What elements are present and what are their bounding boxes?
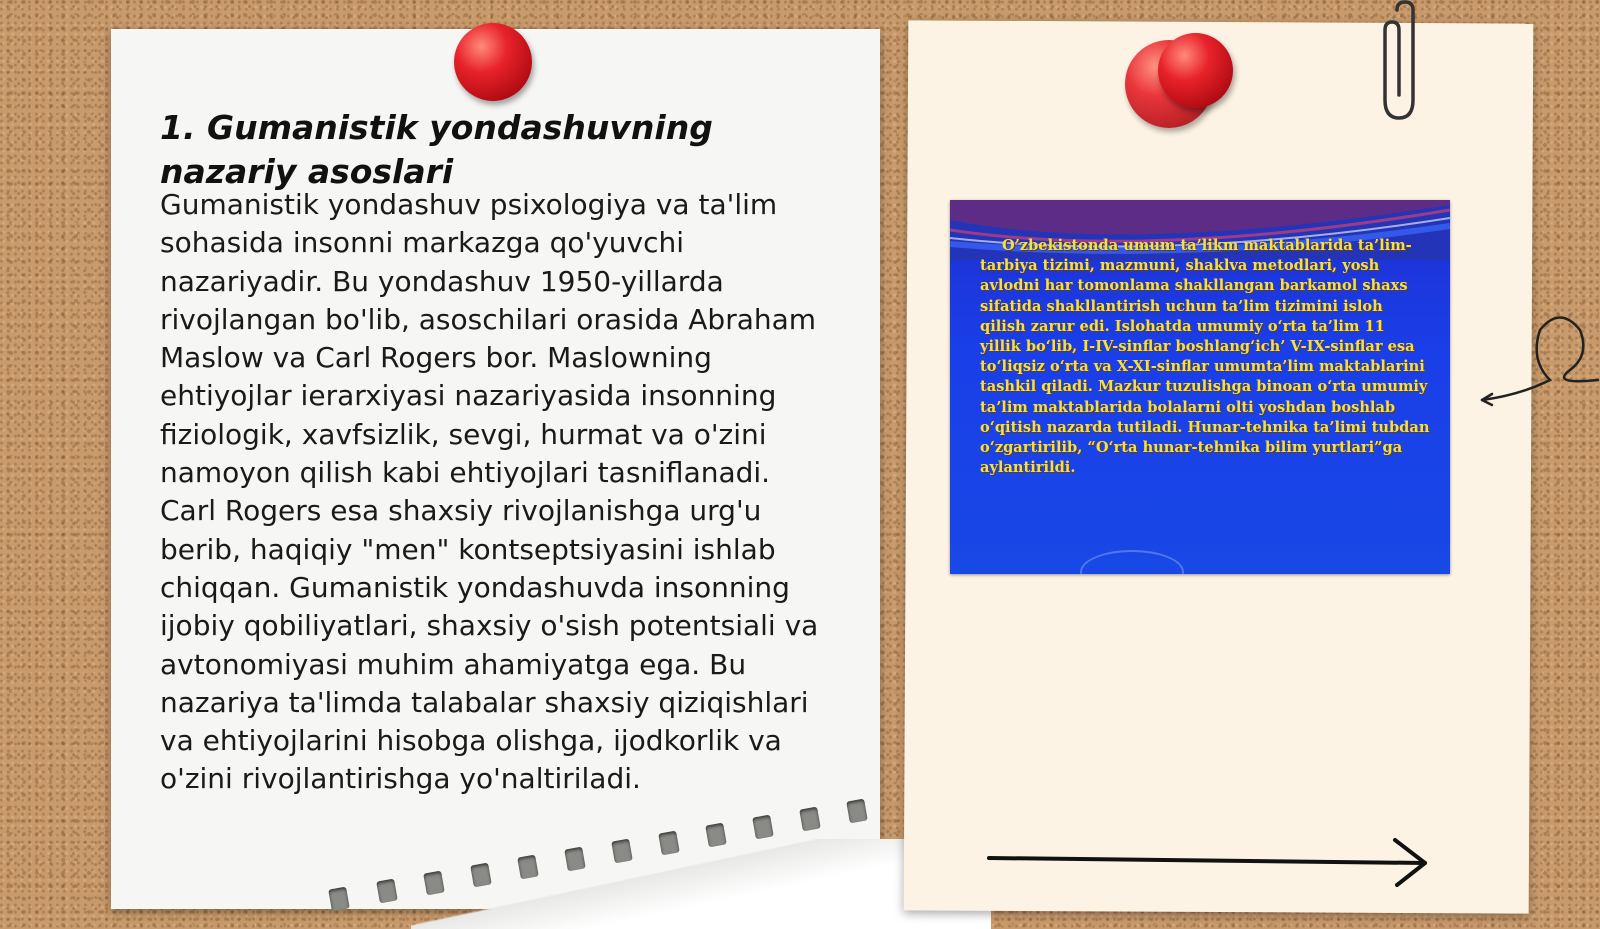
arrow-right-icon [985,835,1445,895]
spiral-hole [705,823,727,848]
spiral-hole [799,807,821,832]
spiral-hole [423,871,445,896]
paper-clip-icon [1375,0,1425,125]
slide-image [950,200,1450,574]
string-doodle [1480,310,1600,410]
spiral-hole [517,855,539,880]
spiral-hole [611,839,633,864]
push-pin-icon [454,23,532,101]
slide-decoration-circle [1080,550,1184,574]
spiral-hole [564,847,586,872]
spiral-hole [470,863,492,888]
spiral-hole [658,831,680,856]
push-pin-icon [1158,33,1233,108]
spiral-hole [328,887,350,912]
body-paragraph: Gumanistik yondashuv psixologiya va ta'lim sohasida insonni markazga qo'yuvchi nazariyadir. Bu yondashuv 1950-yillarda rivojlangan bo'lib, asoschilari orasida Abraham Maslow va Carl Rogers bor. Maslowning ehtiyojlar ierarxiyasi nazariyasida insonning fiziologik, xavfsizlik, sevgi, hurmat va o'zini namoyon qilish kabi ehtiyojlari tasniflanadi. Carl Rogers esa shaxsiy rivojlanishga urg'u berib, haqiqiy "men" kontseptsiyasini ishlab chiqqan. Gumanistik yondashuvda insonning ijobiy qobiliyatlari, shaxsiy o'sish potentsiali va avtonomiyasi muhim ahamiyatga ega. Bu nazariya ta'limda talabalar shaxsiy qiziqishlari va ehtiyojlarini hisobga olishga, ijodkorlik va o'zini rivojlantirishga yo'naltiriladi. [160,188,819,796]
spiral-hole [846,799,868,824]
section-title: 1. Gumanistik yondashuvning nazariy asoslari [160,108,713,191]
spiral-hole [752,815,774,840]
slide-text: O’zbekistonda umum ta’likm maktablarida ta’lim-tarbiya tizimi, mazmuni, shaklva metodlari, yosh avlodni har tomonlama shakllangan barkamol shaxs sifatida shakllantirish uchun ta’lim tizimini isloh qilish zarur edi. Islohatda umumiy o‘rta ta’lim 11 yillik bo‘lib, I-IV-sinflar boshlang‘ich’ V-IX-sinflar esa to‘liqsiz o‘rta va X-XI-sinflar umumta’lim maktablarini tashkil qiladi. Mazkur tuzulishga binoan o‘rta umumiy ta’lim maktablarida bolalarni olti yoshdan boshlab o‘qitish nazarda tutiladi. Hunar-tehnika ta’limi tubdan o‘zgartirilib, “O‘rta hunar-tehnika bilim yurtlari”ga aylantirildi. [980,237,1430,477]
